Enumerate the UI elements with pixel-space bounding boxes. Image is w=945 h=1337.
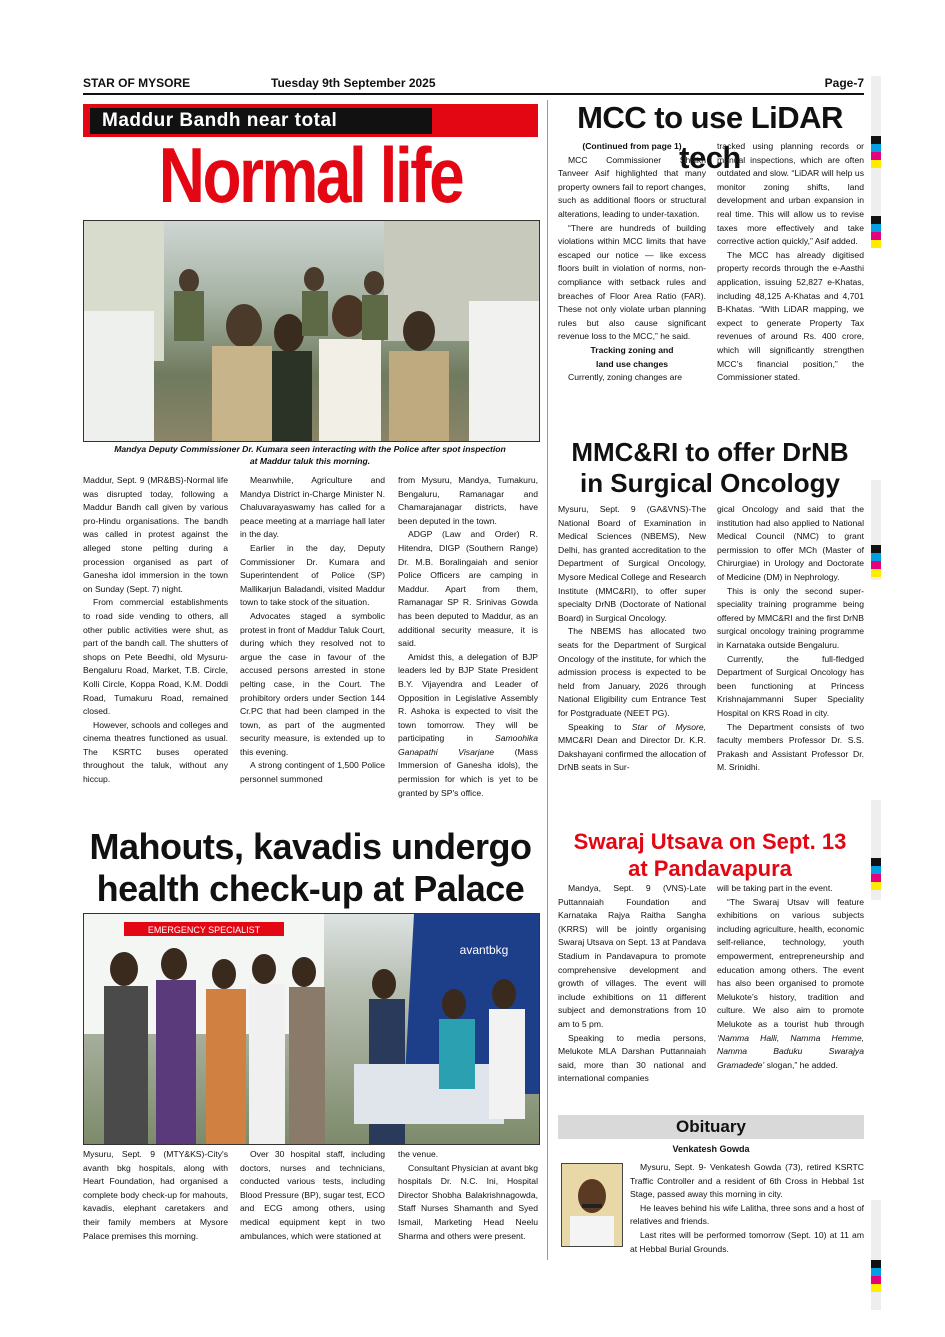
swaraj-p2: Speaking to media persons, Melukote MLA Darshan Puttannaiah said, more than 30 national and international companies [558, 1032, 706, 1084]
mmcri-p5: This is only the second super-speciality training programme being offered by MMC&RI and the first DrNB surgical oncology training programme in Karnataka outside Bengaluru. [717, 585, 864, 650]
mahouts-p4: Consultant Physician at avant bkg hospitals Dr. N.C. Ini, Hospital Director Shobha Balakrishnagowda, Staff Nurses Shamanth and Syed Ismail, Marketing Head Neelu Sharma and others were present. [398, 1162, 538, 1241]
maddur-p5: Earlier in the day, Deputy Commissioner Dr. Kumara and Superintendent of Police (SP) Mallikarjun Baladandi, visited Maddur town to take stock of the situation. [240, 542, 385, 608]
lidar-subhead-2: land use changes [595, 358, 669, 369]
mahouts-p2: Over 30 hospital staff, including doctors, nurses and technicians, conducted various tests, including Blood Pressure (BP), sugar test, ECO and ECG among others, using medical equipment kept in two ambulances, which were stationed at [240, 1149, 385, 1241]
maddur-col-3 [398, 474, 538, 800]
maddur-col-2 [240, 474, 385, 787]
mmcri-headline [555, 437, 865, 499]
mmcri-col-2 [717, 503, 864, 775]
lidar-p4: tracked using planning records or manual inspections, which are often outdated and slow. “LiDAR will help us monitor zoning shifts, land development and urban expansion in real time. This will allow us to revise taxes more effectively and take corrective action quickly,” Asif added. [717, 141, 864, 247]
maddur-col-1 [83, 474, 228, 787]
mahouts-photo-art [84, 914, 539, 1144]
masthead [83, 76, 864, 92]
maddur-p4: Meanwhile, Agriculture and Mandya District in-Charge Minister N. Chaluvarayaswamy has called for a peace meeting at a marriage hall later in the day. [240, 475, 385, 540]
maddur-caption: Mandya Deputy Commissioner Dr. Kumara seen interacting with the Police after spot inspection at Maddur taluk this morning. [114, 444, 506, 466]
maddur-photo-art [84, 221, 539, 441]
masthead-rule [83, 93, 864, 95]
page-number: Page-7 [824, 76, 864, 90]
mmcri-p1: Mysuru, Sept. 9 (GA&VNS)-The National Board of Examination in Medical Sciences (NBEMS), New Delhi, has granted accreditation to the Department of Surgical Oncology, Mysore Medical College and Research Institute (MMC&RI), to offer super specialty DrNB (Doctorate of National Board) in Surgical Oncology. [558, 504, 706, 623]
swaraj-p3: will be taking part in the event. [717, 883, 833, 893]
obituary-portrait [561, 1163, 623, 1247]
side-strip-top [871, 76, 881, 246]
swaraj-p1: Mandya, Sept. 9 (VNS)-Late Puttannaiah Foundation and Karnataka Rajya Raitha Sangha (KRRS) will be jointly organising Swaraj Utsava on Sept. 13 at Pandava Stadium in Pandavapura to promote comprehensive development and growth of villages. The event will include exhibitions on 11 different subject and demonstrations from 10 am to 5 pm. [558, 883, 706, 1029]
maddur-p2: From commercial establishments to road side vending to others, all other public activities were shut, as part of the bandh call. The shutters of shops on Pete Beedhi, old Mysuru-Bengaluru Road, Market, T.B. Circle, Kolli Circle, Koppa Road, K.M. Doddi Road, Tumakuru Road, remained closed. [83, 597, 228, 717]
obituary-p1: Mysuru, Sept. 9- Venkatesh Gowda (73), retired KSRTC Traffic Controller and a resident of 6th Cross in Hebbal 1st Stage, passed away this morning in city. [630, 1162, 864, 1200]
photo-brand-text: avantbkg [459, 943, 509, 957]
maddur-photo [83, 220, 540, 442]
obituary-p2: He leaves behind his wife Lalitha, three sons and a host of relatives and friends. [630, 1202, 864, 1227]
mmcri-col-1 [558, 503, 706, 775]
mmcri-p7: The Department consists of two faculty members Professor Dr. S.S. Prakash and Assistant Professor Dr. M. Srinidhi. [717, 721, 864, 773]
mmcri-p2: The NBEMS has allocated two seats for the Department of Surgical Oncology of the institute, for which the admission process is expected to be held from January, 2026 through National Eligibility cum Entrance Test for Postgraduate (NEET PG). [558, 626, 706, 718]
maddur-p9: ADGP (Law and Order) R. Hitendra, DIGP (Southern Range) Dr. M.B. Boralingaiah and senior Police Officers are camping in Maddur. Apart from them, Ramanagar SP R. Srinivas Gowda has been deputed to Maddur, as an additional security measure, it is said. [398, 529, 538, 649]
column-divider [547, 100, 548, 1260]
obituary-title: Obituary [558, 1115, 864, 1139]
photo-banner-text: EMERGENCY SPECIALIST [147, 925, 261, 935]
side-strip-low [871, 800, 881, 900]
swaraj-headline-line1: Swaraj Utsava on Sept. 13 [573, 829, 847, 854]
swaraj-col-1 [558, 882, 706, 1086]
lidar-subhead-1: Tracking zoning and [590, 344, 674, 355]
swaraj-col-2 [717, 882, 864, 1072]
obituary-box [558, 1115, 864, 1265]
mahouts-p3: the venue. [398, 1149, 439, 1159]
obituary-text [630, 1161, 864, 1256]
lidar-col-2 [717, 140, 864, 385]
maddur-p8: from Mysuru, Mandya, Tumakuru, Bengaluru, Ramanagar and Chamarajanagar districts, have been deputed in the town. [398, 475, 538, 526]
portrait-art [562, 1164, 622, 1246]
maddur-p3: However, schools and colleges and cinema theatres functioned as usual. The KSRTC buses operated throughout the taluk, without any hiccup. [83, 719, 228, 785]
maddur-p1: Maddur, Sept. 9 (MR&BS)-Normal life was disrupted today, following a Maddur Bandh call given by various pro-Hindu organisations. The bandh was called in protest against the alleged stone pelting during a procession organised as part of Ganesha idol immersion in the town on Sunday (Sept. 7) night. [83, 475, 228, 594]
lidar-p2: “There are hundreds of building violations within MCC limits that have escaped our notice — like excess floors built in violation of norms, non-compliance with setback rules and breaches of Floor Area Ratio (FAR). These not only violate urban planning rules but also cause significant revenue loss to the MCC,” he said. [558, 222, 706, 342]
lidar-p1: MCC Commissioner Shaikh Tanveer Asif highlighted that many property owners fail to report changes, such as additional floors or structural alterations, leading to under-taxation. [558, 154, 706, 219]
paper-name: STAR OF MYSORE [83, 76, 191, 90]
issue-date: Tuesday 9th September 2025 [271, 76, 436, 90]
swaraj-p4: “The Swaraj Utsav will feature exhibitions on various subjects including agriculture, health, economic self-reliance, technology, youth empowerment, entrepreneurship and education among others. The event has also been organised to promote Melukote’s history, tradition and culture. We also aim to promote Melukote as a tourist hub through ‘Namma Halli, Namma Hemme, Namma Baduku Swarajya Gramadede’ slogan,” he added. [717, 896, 864, 1070]
maddur-p7: A strong contingent of 1,500 Police personnel summoned [240, 760, 385, 785]
swaraj-headline [555, 828, 865, 882]
side-strip-bottom [871, 1200, 881, 1310]
mmcri-p4: gical Oncology and said that the institution had also applied to National Medical Council (NMC) to grant permission to offer MCh (Master of Chirurgiae) in Urology and Doctorate of Medicine (DM) in Nephrology. [717, 504, 864, 582]
mahouts-col-2 [240, 1148, 385, 1243]
mmcri-p6: Currently, the full-fledged Department of Surgical Oncology has been functioning at Princess Krishnajammanni Super Speciality Hospital on KRS Road in city. [717, 653, 864, 718]
mahouts-headline-line1: Mahouts, kavadis undergo [89, 826, 532, 867]
maddur-p6: Advocates staged a symbolic protest in front of Maddur Taluk Court, during which they resolved not to argue the case in favour of the accused persons arrested in stone pelting case, in the Court. The prohibitory orders under Section 144 Cr.PC that had been clamped in the town, as part of the augmented security measure, is extended up to this evening. [240, 610, 385, 757]
side-strip-mid [871, 480, 881, 580]
mahouts-col-3 [398, 1148, 538, 1243]
maddur-headline: Normal life [158, 131, 463, 219]
lidar-col-1 [558, 140, 706, 385]
mmcri-p3: Speaking to Star of Mysore, MMC&RI Dean and Director Dr. K.R. Dakshayani confirmed the allocation of DrNB seats in Sur- [558, 721, 707, 773]
mmcri-headline-line2: in Surgical Oncology [579, 468, 841, 498]
mahouts-col-1 [83, 1148, 228, 1243]
maddur-p10: Amidst this, a delegation of BJP leaders led by BJP State President B.Y. Vijayendra and Leader of Opposition in Legislative Assembly R. Ashoka is expected to visit the town tomorrow. They will be participating in Samoohika Ganapathi Visarjane (Mass Immersion of Ganesha idols), the permission for which is yet to be granted by SP's office. [398, 651, 538, 798]
swaraj-headline-line2: at Pandavapura [628, 856, 792, 881]
lidar-p5: The MCC has already digitised property records through the e-Aasthi application, issuing 52,827 e-Khatas, including 48,125 A-Khatas and 4,701 B-Khatas. “With LiDAR mapping, we expect to generate Property Tax revenues of around Rs. 400 crore, which will significantly strengthen MCC’s financial position,” the Commissioner stated. [717, 249, 864, 383]
mahouts-photo [83, 913, 540, 1145]
lidar-p3: Currently, zoning changes are [568, 372, 683, 383]
lidar-continued: (Continued from page 1) [582, 141, 682, 151]
obituary-name: Venkatesh Gowda [672, 1144, 750, 1154]
lidar-headline: MCC to use LiDAR tech [577, 100, 843, 175]
obituary-p3: Last rites will be performed tomorrow (Sept. 10) at 11 am at Hebbal Burial Grounds. [630, 1229, 864, 1254]
mmcri-headline-line1: MMC&RI to offer DrNB [571, 437, 849, 467]
mahouts-headline-line2: health check-up at Palace [96, 868, 525, 909]
mahouts-headline [83, 826, 538, 910]
mahouts-p1: Mysuru, Sept. 9 (MTY&KS)-City's avanth bkg hospitals, along with Heart Foundation, had organised a complete body check-up for mahouts, kavadis, elephant caretakers and their family members at Mysore Palace premises this morning. [83, 1149, 228, 1241]
maddur-kicker: Maddur Bandh near total [90, 108, 432, 134]
